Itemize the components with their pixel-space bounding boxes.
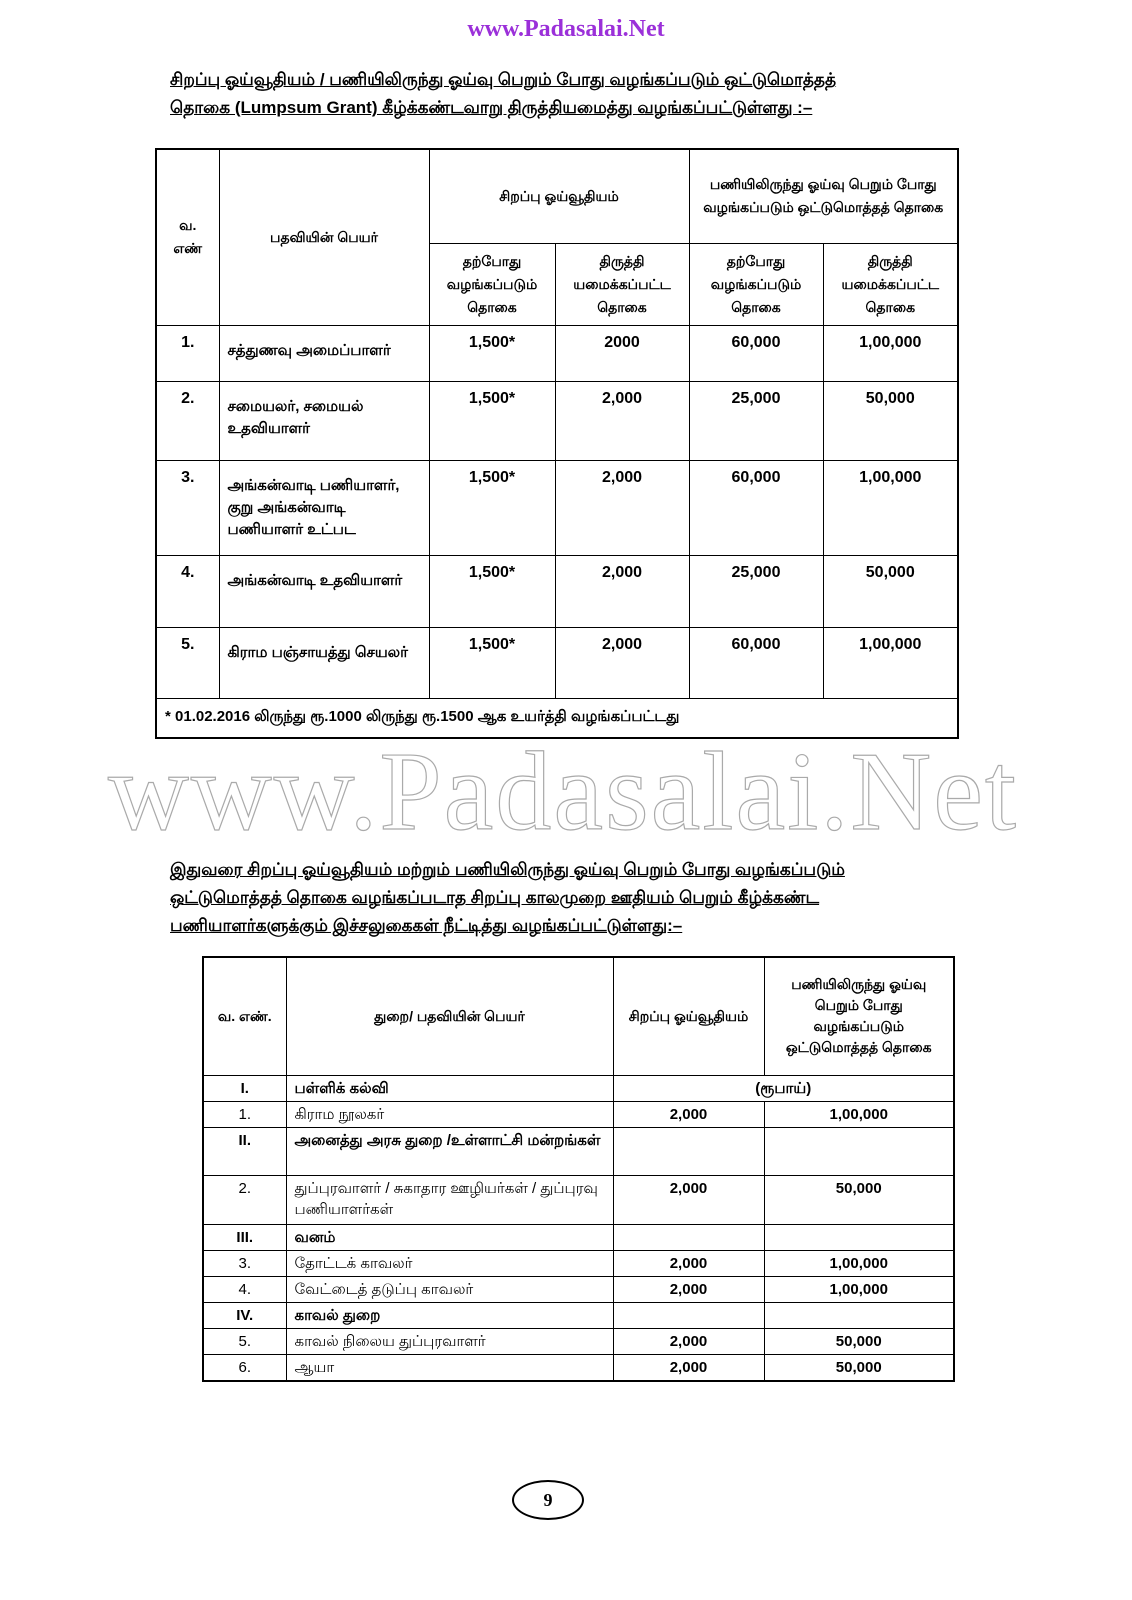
row-sno: I.: [203, 1075, 286, 1101]
header-sno: வ. எண்.: [203, 957, 286, 1075]
watermark: www.Padasalai.Net: [108, 730, 1019, 854]
row-pension: 2,000: [613, 1101, 764, 1127]
row-amount-l-rev: 1,00,000: [823, 325, 958, 381]
row-amount-l-cur: 25,000: [689, 381, 823, 460]
row-sno: 2.: [203, 1175, 286, 1224]
empty-cell: [764, 1224, 954, 1250]
text-line: இதுவரை சிறப்பு ஓய்வூதியம் மற்றும் பணியிலிருந்து ஓய்வு பெறும் போது வழங்கப்படும்: [170, 860, 845, 879]
unit-label: (ரூபாய்): [613, 1075, 954, 1101]
row-sno: 4.: [156, 555, 219, 627]
table-row: [156, 460, 958, 555]
row-amount-p-rev: 2,000: [555, 381, 689, 460]
row-amount-p-rev: 2,000: [555, 627, 689, 698]
table-row: [156, 555, 958, 627]
header-lumpsum: பணியிலிருந்து ஓய்வு பெறும் போது வழங்கப்படும் ஒட்டுமொத்தத் தொகை: [689, 149, 958, 243]
header-lumpsum: பணியிலிருந்து ஓய்வு பெறும் போது வழங்கப்படும் ஒட்டுமொத்தத் தொகை: [764, 957, 954, 1075]
row-sno: II.: [203, 1127, 286, 1175]
header-special-pension: சிறப்பு ஓய்வூதியம்: [429, 149, 689, 243]
row-post-name: அங்கன்வாடி பணியாளர், குறு அங்கன்வாடி பணியாளர் உட்பட: [219, 460, 429, 555]
site-header: www.Padasalai.Net: [467, 16, 665, 42]
row-amount-p-rev: 2,000: [555, 555, 689, 627]
row-amount-p-rev: 2000: [555, 325, 689, 381]
row-amount-l-cur: 60,000: [689, 460, 823, 555]
row-sno: IV.: [203, 1302, 286, 1328]
row-sno: 5.: [203, 1328, 286, 1354]
header-lumpsum-current: தற்போது வழங்கப்படும் தொகை: [689, 243, 823, 325]
row-amount-l-rev: 50,000: [823, 381, 958, 460]
header-sno: வ. எண்: [156, 149, 219, 325]
row-name: வனம்: [286, 1224, 613, 1250]
row-pension: 2,000: [613, 1175, 764, 1224]
row-sno: 1.: [203, 1101, 286, 1127]
empty-cell: [613, 1302, 764, 1328]
row-lumpsum: 1,00,000: [764, 1276, 954, 1302]
row-lumpsum: 1,00,000: [764, 1250, 954, 1276]
row-lumpsum: 50,000: [764, 1328, 954, 1354]
row-name: காவல் நிலைய துப்புரவாளர்: [286, 1328, 613, 1354]
row-amount-p-cur: 1,500*: [429, 460, 555, 555]
row-lumpsum: 1,00,000: [764, 1101, 954, 1127]
row-name: தோட்டக் காவலர்: [286, 1250, 613, 1276]
table-row: [203, 1354, 954, 1381]
row-pension: 2,000: [613, 1354, 764, 1381]
row-name: வேட்டைத் தடுப்பு காவலர்: [286, 1276, 613, 1302]
header-lumpsum-revised: திருத்தி யமைக்கப்பட்ட தொகை: [823, 243, 958, 325]
row-name: அனைத்து அரசு துறை /உள்ளாட்சி மன்றங்கள்: [286, 1127, 613, 1175]
row-sno: 6.: [203, 1354, 286, 1381]
extended-benefits-table: [202, 956, 955, 1382]
row-amount-l-rev: 1,00,000: [823, 627, 958, 698]
empty-cell: [764, 1302, 954, 1328]
empty-cell: [764, 1127, 954, 1175]
text-line: பணியாளர்களுக்கும் இச்சலுகைகள் நீட்டித்து வழங்கப்பட்டுள்ளது:–: [170, 916, 683, 935]
section-row: [203, 1302, 954, 1328]
row-sno: 1.: [156, 325, 219, 381]
row-amount-p-cur: 1,500*: [429, 555, 555, 627]
row-amount-l-cur: 60,000: [689, 325, 823, 381]
row-lumpsum: 50,000: [764, 1354, 954, 1381]
text-line: தொகை (Lumpsum Grant) கீழ்க்கண்டவாறு திருத்தியமைத்து வழங்கப்பட்டுள்ளது :–: [170, 98, 813, 117]
header-post-name: பதவியின் பெயர்: [219, 149, 429, 325]
section-row: [203, 1127, 954, 1175]
row-name: கிராம நூலகர்: [286, 1101, 613, 1127]
row-name: ஆயா: [286, 1354, 613, 1381]
row-amount-l-rev: 1,00,000: [823, 460, 958, 555]
row-sno: III.: [203, 1224, 286, 1250]
row-amount-l-cur: 25,000: [689, 555, 823, 627]
row-post-name: அங்கன்வாடி உதவியாளர்: [219, 555, 429, 627]
row-amount-p-cur: 1,500*: [429, 627, 555, 698]
header-pension-revised: திருத்தி யமைக்கப்பட்ட தொகை: [555, 243, 689, 325]
table-row: [156, 627, 958, 698]
row-amount-p-cur: 1,500*: [429, 325, 555, 381]
table-row: [203, 1175, 954, 1224]
row-pension: 2,000: [613, 1250, 764, 1276]
row-sno: 5.: [156, 627, 219, 698]
table-row: [203, 1328, 954, 1354]
row-name: பள்ளிக் கல்வி: [286, 1075, 613, 1101]
row-sno: 4.: [203, 1276, 286, 1302]
lumpsum-revision-table: [155, 148, 959, 739]
row-pension: 2,000: [613, 1276, 764, 1302]
row-sno: 3.: [203, 1250, 286, 1276]
row-post-name: கிராம பஞ்சாயத்து செயலர்: [219, 627, 429, 698]
table-row: [156, 325, 958, 381]
row-post-name: சமையலர், சமையல் உதவியாளர்: [219, 381, 429, 460]
row-amount-l-rev: 50,000: [823, 555, 958, 627]
page-number: 9: [512, 1480, 584, 1520]
text-line: ஒட்டுமொத்தத் தொகை வழங்கப்படாத சிறப்பு காலமுறை ஊதியம் பெறும் கீழ்க்கண்ட: [170, 888, 820, 907]
header-pension-current: தற்போது வழங்கப்படும் தொகை: [429, 243, 555, 325]
header-dept-post: துறை/ பதவியின் பெயர்: [286, 957, 613, 1075]
row-amount-l-cur: 60,000: [689, 627, 823, 698]
text-line: சிறப்பு ஓய்வூதியம் / பணியிலிருந்து ஓய்வு பெறும் போது வழங்கப்படும் ஒட்டுமொத்தத்: [170, 70, 837, 89]
empty-cell: [613, 1224, 764, 1250]
table-row: [156, 381, 958, 460]
table-row: [203, 1250, 954, 1276]
section-row: [203, 1224, 954, 1250]
intro-paragraph-1: [170, 66, 836, 122]
table-row: [203, 1101, 954, 1127]
row-name: காவல் துறை: [286, 1302, 613, 1328]
row-post-name: சத்துணவு அமைப்பாளர்: [219, 325, 429, 381]
row-amount-p-rev: 2,000: [555, 460, 689, 555]
row-sno: 2.: [156, 381, 219, 460]
row-name: துப்புரவாளர் / சுகாதார ஊழியர்கள் / துப்புரவு பணியாளர்கள்: [286, 1175, 613, 1224]
footnote: * 01.02.2016 லிருந்து ரூ.1000 லிருந்து ரூ.1500 ஆக உயர்த்தி வழங்கப்பட்டது: [156, 698, 958, 738]
header-special-pension: சிறப்பு ஓய்வூதியம்: [613, 957, 764, 1075]
section-row: [203, 1075, 954, 1101]
empty-cell: [613, 1127, 764, 1175]
intro-paragraph-2: [170, 856, 845, 940]
row-lumpsum: 50,000: [764, 1175, 954, 1224]
row-pension: 2,000: [613, 1328, 764, 1354]
row-sno: 3.: [156, 460, 219, 555]
table-row: [203, 1276, 954, 1302]
row-amount-p-cur: 1,500*: [429, 381, 555, 460]
